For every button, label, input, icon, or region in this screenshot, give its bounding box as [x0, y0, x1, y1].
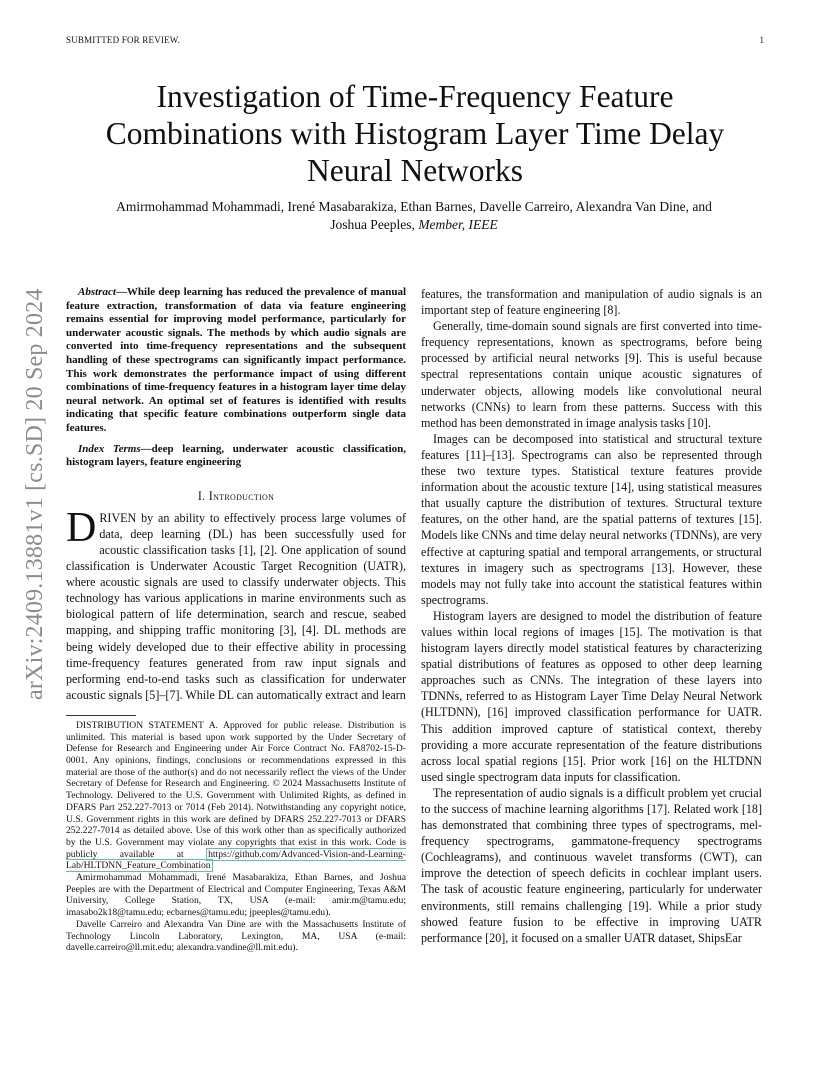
arxiv-stamp: arXiv:2409.13881v1 [cs.SD] 20 Sep 2024: [22, 288, 48, 700]
affiliation-tamu: Amirmohammad Mohammadi, Irené Masabarakiza, Ethan Barnes, and Joshua Peeples are with the Department of Electrical and Computer Engineering, Texas A&M University, College Station, TX, USA (e-mail: amir.m@tamu.edu; imasabo2k18@tamu.edu; ecbarnes@tamu.edu; jpeeples@tamu.edu).: [66, 872, 406, 919]
intro-paragraph-2: Generally, time-domain sound signals are first converted into time-frequency representations, known as spectrograms, before being processed by artificial neural networks [9]. This is useful because spectral representations contain unique acoustic signatures of underwater objects, allowing models like convolutional neural networks (CNNs) to learn from these patterns. Success with this method has been demonstrated in image analysis tasks [10].: [421, 319, 762, 430]
index-terms: [66, 443, 406, 470]
author-membership: Member, IEEE: [418, 217, 498, 232]
intro-paragraph-1-text: RIVEN by an ability to effectively process large volumes of data, deep learning (DL) has been successfully used for acoustic classification tasks [1], [2]. One application of sound classification is Underwater Acoustic Target Recognition (UATR), where acoustic signals are used to classify underwater objects. This technology has various applications in marine environments such as biological pattern of life determination, search and rescue, seabed mapping, and shipping traffic monitoring [3], [4]. DL methods are being widely developed due to their effective ability in processing time-frequency features generated from raw input signals and performing end-to-end tasks such as classification for underwater acoustic signals [5]–[7]. While DL can automatically extract and learn: [66, 510, 406, 702]
distribution-text: DISTRIBUTION STATEMENT A. Approved for public release. Distribution is unlimited. This material is based upon work supported by the Under Secretary of Defense for Research and Engineering under Air Force Contract No. FA8702-15-D-0001. Any opinions, findings, conclusions or recommendations expressed in this material are those of the author(s) and do not necessarily reflect the views of the Under Secretary of Defense for Research and Engineering. © 2024 Massachusetts Institute of Technology. Delivered to the U.S. Government with Unlimited Rights, as defined in DFARS Part 252.227-7013 or 7014 (Feb 2014). Notwithstanding any copyright notice, U.S. Government rights in this work are defined by DFARS 252.227-7013 or DFARS 252.227-7014 as detailed above. Use of this work other than as specifically authorized by the U.S. Government may violate any copyrights that exist in this work. Code is publicly available at: [66, 719, 406, 860]
index-terms-text: —deep learning, underwater acoustic classification, histogram layers, feature engineering: [66, 442, 406, 469]
footnote-divider: [66, 715, 136, 716]
right-column: [421, 286, 762, 946]
left-column: [66, 286, 406, 954]
abstract: [66, 286, 406, 436]
affiliation-mit: Davelle Carreiro and Alexandra Van Dine are with the Massachusetts Institute of Technology Lincoln Laboratory, Lexington, MA, USA (e-mail: davelle.carreiro@ll.mit.edu; alexandra.vandine@ll.mit.edu).: [66, 918, 406, 954]
abstract-label: Abstract: [78, 286, 116, 298]
intro-paragraph-1-continued: features, the transformation and manipulation of audio signals is an important step of feature engineering [8].: [421, 287, 762, 318]
intro-paragraph-1: [66, 504, 406, 703]
running-header: SUBMITTED FOR REVIEW.: [66, 35, 181, 45]
distribution-statement: [66, 720, 406, 872]
author-list: [66, 198, 762, 234]
intro-paragraph-4: Histogram layers are designed to model the distribution of feature values within local regions of images [15]. The motivation is that histogram layers directly model statistical features by characterizing spatial distributions of features as opposed to other deep learning approaches such as CNNs. The integration of these layers into TDNNs, referred to as Histogram Layer Time Delay Neural Network (HLTDNN), [16] improved classification performance for UATR. This addition improved capture of statistical context, thereby providing a more accurate representation of the feature distributions across local spatial regions [15]. Prior work [16] on the HLTDNN used single spectrogram data inputs for classification.: [421, 608, 762, 784]
intro-paragraph-3: Images can be decomposed into statistical and structural texture features [11]–[13]. Spectrograms can also be represented through these two texture types. Statistical texture features provide information about the acoustic texture [14], using statistical measures that usually capture the distribution of textures. Structural texture features, on the other hand, are the spatial patterns of textures [15]. Models like CNNs and time delay neural networks (TDNNs), are very effective at capturing spatial and temporal arrangements, or structural textures in imagery such as spectrograms [13]. However, these models may not fully take into account the statistical features within spectrograms.: [421, 431, 762, 607]
intro-paragraph-5: The representation of audio signals is a difficult problem yet crucial to the success of machine learning algorithms [17]. Related work [18] has demonstrated that combining three types of spectrograms, mel-frequency spectrograms, gammatone-frequency spectrograms (Cochleagrams), and continuous wavelet transforms (CWT), can improve the detection of speech deficits in cochlear implant users. The task of acoustic feature engineering, particularly for underwater environments, still remains challenging [19]. While a prior study showed feature fusion to be effective in improving UATR performance [20], it focused on a smaller UATR dataset, ShipsEar: [421, 785, 762, 945]
author-line-1: Amirmohammad Mohammadi, Irené Masabarakiza, Ethan Barnes, Davelle Carreiro, Alexandra Van Dine, and: [116, 199, 712, 214]
page-number: 1: [759, 35, 764, 45]
dropcap-letter: D: [66, 504, 97, 551]
abstract-text: —While deep learning has reduced the prevalence of manual feature extraction, transformation of data via feature engineering remains essential for improving model performance, particularly for underwater acoustic signals. The methods by which audio signals are converted into time-frequency representations and the subsequent handling of these spectrograms can significantly impact performance. This work demonstrates the performance impact of using different combinations of time-frequency features in a histogram layer time delay neural network. An optimal set of features is identified with results indicating that specific feature combinations outperform single data features.: [66, 286, 406, 434]
section-heading-introduction: I. Introduction: [197, 488, 275, 503]
author-name-last: Joshua Peeples,: [330, 217, 419, 232]
author-line-2: [66, 216, 762, 234]
index-terms-label: Index Terms: [78, 442, 141, 455]
paper-title: Investigation of Time-Frequency Feature Combinations with Histogram Layer Time Delay Neural Networks: [105, 79, 725, 188]
footnote: [66, 720, 406, 954]
code-repository-link[interactable]: https://github.com/Advanced-Vision-and-Learning-Lab/HLTDNN_Feature_Combination: [66, 848, 406, 872]
